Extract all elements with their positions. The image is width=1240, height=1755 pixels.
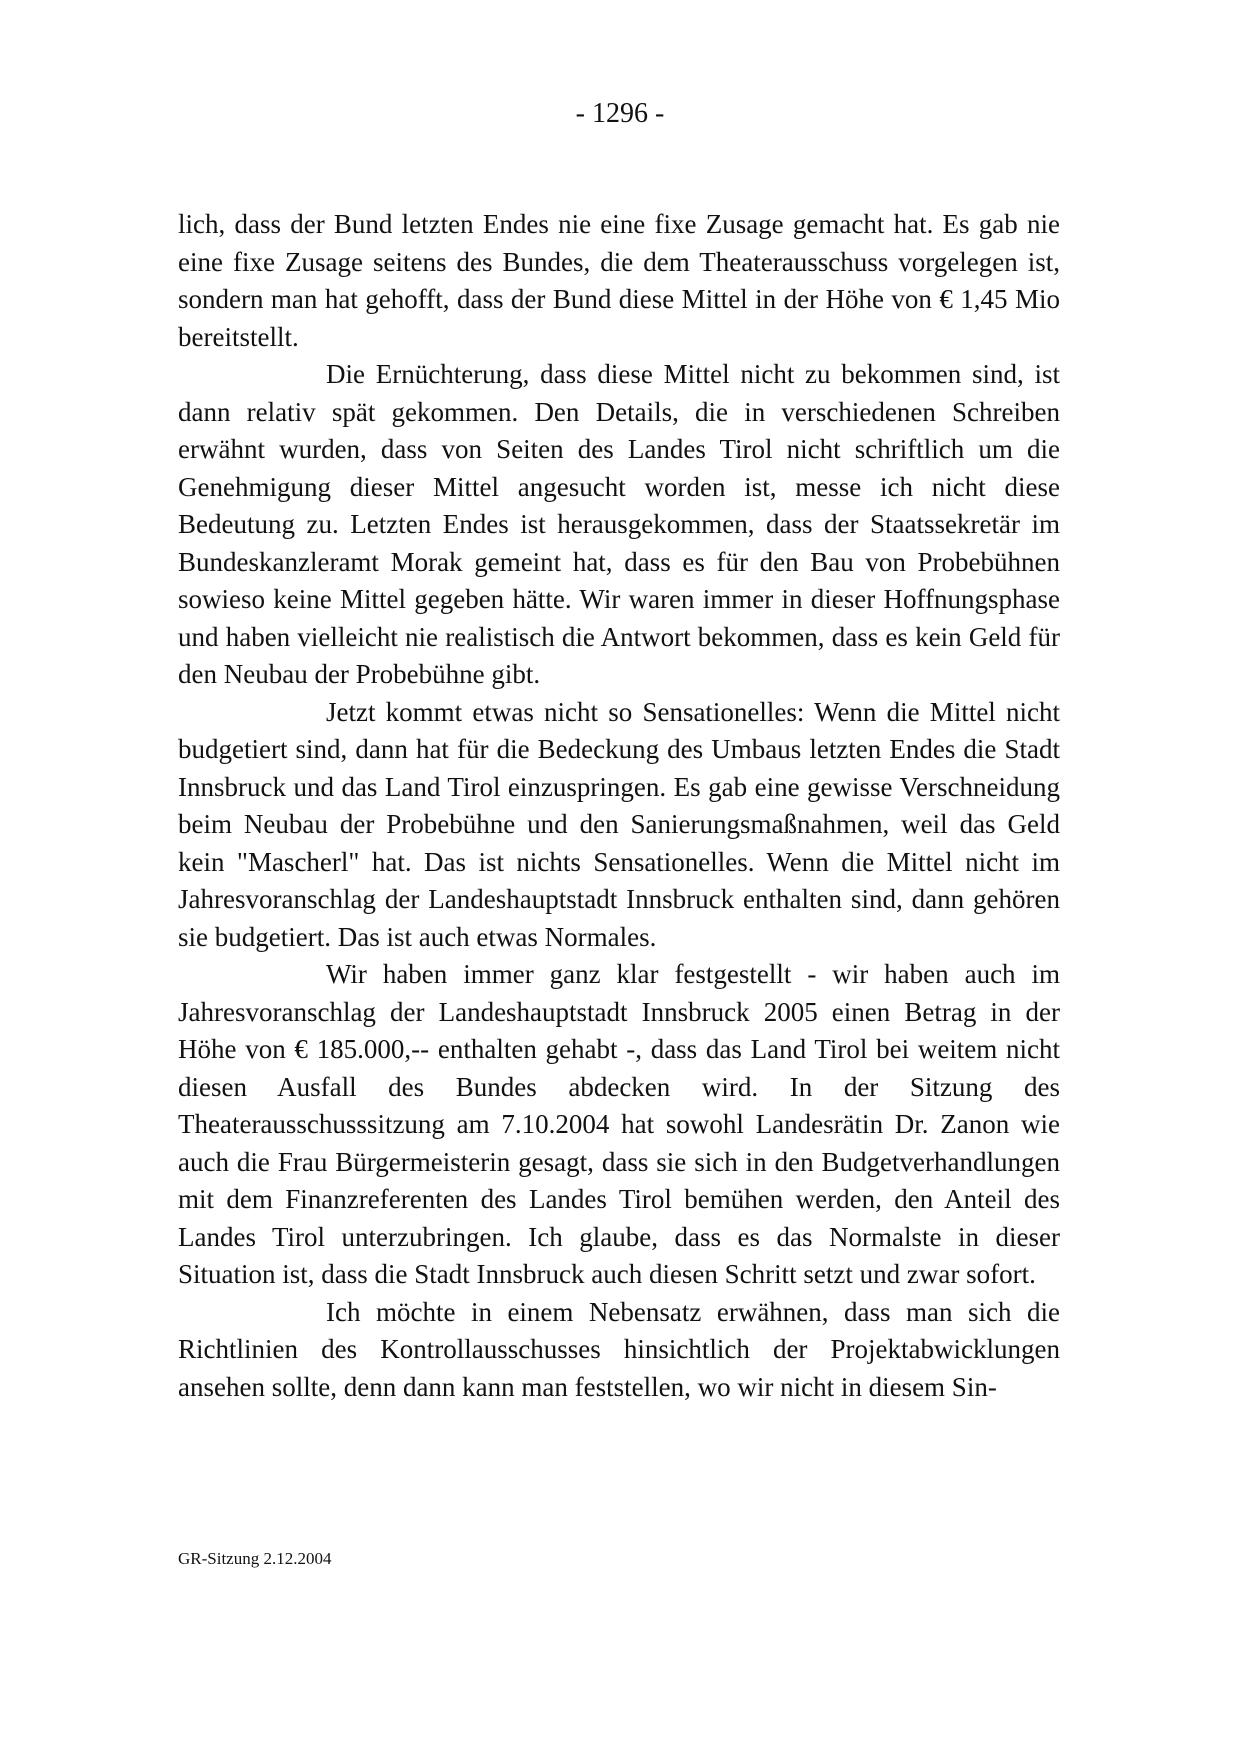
- paragraph-3: Jetzt kommt etwas nicht so Sensationelles: Wenn die Mittel nicht budgetiert sind, dann hat für die Bedeckung des Umbaus letzten Endes die Stadt Innsbruck und das Land Tirol einzuspringen. Es gab eine gewisse Verschneidung beim Neubau der Probebühne und den Sanierungsmaßnahmen, weil das Geld kein "Mascherl" hat. Das ist nichts Sensationelles. Wenn die Mittel nicht im Jahresvoranschlag der Landeshauptstadt Innsbruck enthalten sind, dann gehören sie budgetiert. Das ist auch etwas Normales.: [178, 696, 1060, 952]
- paragraph-1: lich, dass der Bund letzten Endes nie eine fixe Zusage gemacht hat. Es gab nie eine fixe Zusage seitens des Bundes, die dem Theaterausschuss vorgelegen ist, sondern man hat gehofft, dass der Bund diese Mittel in der Höhe von € 1,45 Mio bereitstellt.: [178, 209, 1060, 352]
- paragraph-4: Wir haben immer ganz klar festgestellt - wir haben auch im Jahresvoranschlag der Landeshauptstadt Innsbruck 2005 einen Betrag in der Höhe von € 185.000,-- enthalten gehabt -, dass das Land Tirol bei weitem nicht diesen Ausfall des Bundes abdecken wird. In der Sitzung des Theaterausschusssitzung am 7.10.2004 hat sowohl Landesrätin Dr. Zanon wie auch die Frau Bürgermeisterin gesagt, dass sie sich in den Budgetverhandlungen mit dem Finanzreferenten des Landes Tirol bemühen werden, den Anteil des Landes Tirol unterzubringen. Ich glaube, dass es das Normalste in dieser Situation ist, dass die Stadt Innsbruck auch diesen Schritt setzt und zwar sofort.: [178, 959, 1060, 1289]
- paragraph-5: Ich möchte in einem Nebensatz erwähnen, dass man sich die Richtlinien des Kontrollausschusses hinsichtlich der Projektabwicklungen ansehen sollte, denn dann kann man feststellen, wo wir nicht in diesem Sin-: [178, 1296, 1060, 1402]
- document-body: [178, 206, 1060, 1406]
- page-footer: GR-Sitzung 2.12.2004: [178, 1549, 332, 1568]
- paragraph-2: Die Ernüchterung, dass diese Mittel nicht zu bekommen sind, ist dann relativ spät gekommen. Den Details, die in verschiedenen Schreiben erwähnt wurden, dass von Seiten des Landes Tirol nicht schriftlich um die Genehmigung dieser Mittel angesucht worden ist, messe ich nicht diese Bedeutung zu. Letzten Endes ist herausgekommen, dass der Staatssekretär im Bundeskanzleramt Morak gemeint hat, dass es für den Bau von Probebühnen sowieso keine Mittel gegeben hätte. Wir waren immer in dieser Hoffnungsphase und haben vielleicht nie realistisch die Antwort bekommen, dass es kein Geld für den Neubau der Probebühne gibt.: [178, 359, 1060, 689]
- page-number: - 1296 -: [575, 98, 665, 129]
